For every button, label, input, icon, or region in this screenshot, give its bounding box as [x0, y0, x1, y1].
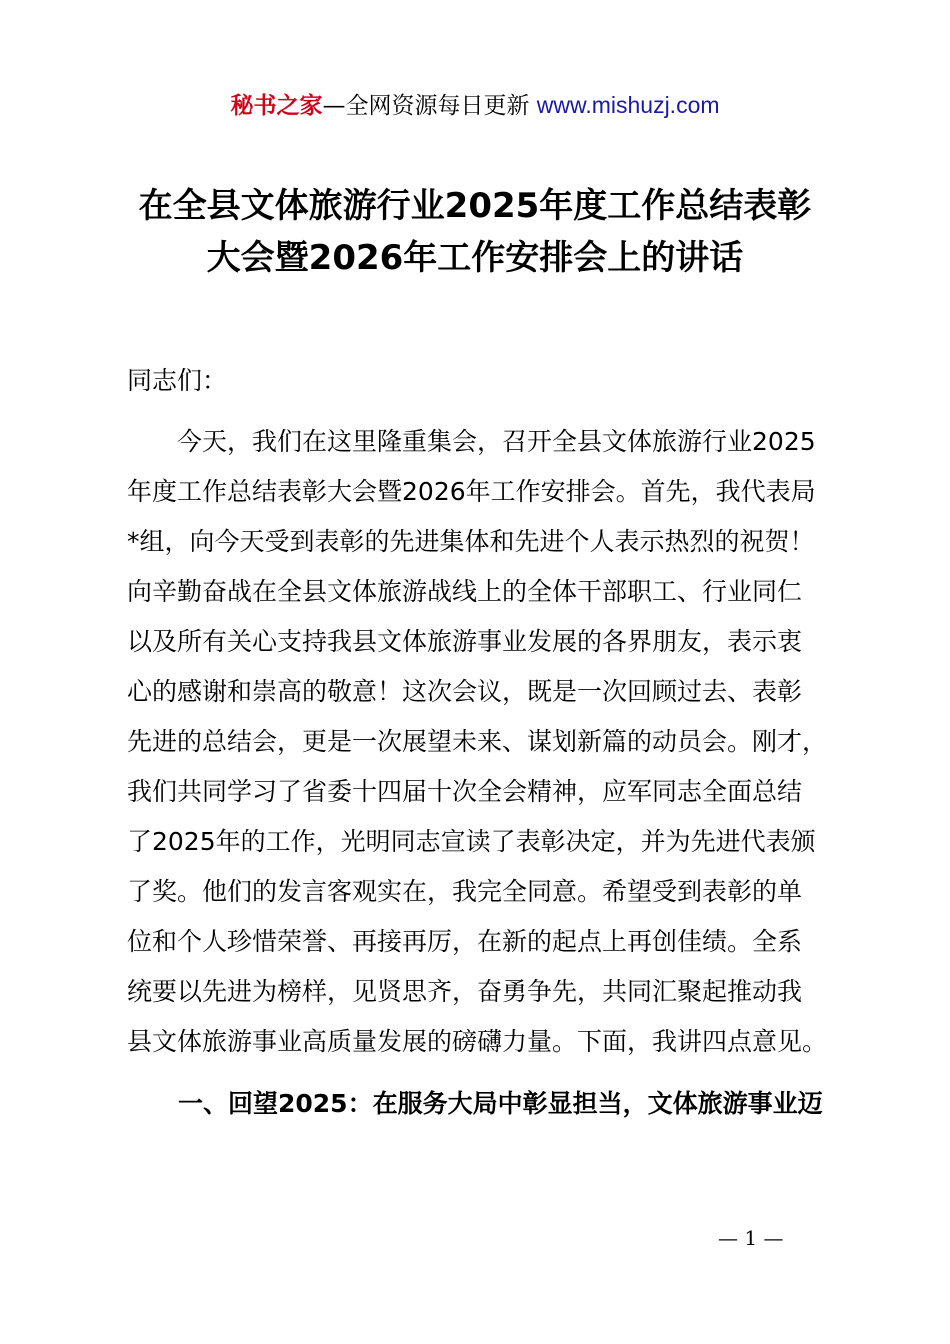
section-heading: 一、回望2025：在服务大局中彰显担当，文体旅游事业迈: [178, 1089, 823, 1118]
site-slogan: —全网资源每日更新: [322, 93, 530, 119]
paragraph-line: 位和个人珍惜荣誉、再接再厉，在新的起点上再创佳绩。全系: [127, 927, 803, 956]
title-line-1: 在全县文体旅游行业2025年度工作总结表彰: [138, 186, 812, 226]
site-name: 秘书之家: [230, 93, 323, 119]
document-title: [60, 180, 890, 284]
paragraph-line: 县文体旅游事业高质量发展的磅礴力量。下面，我讲四点意见。: [127, 1027, 828, 1056]
body-paragraph: [127, 417, 851, 1067]
paragraph-line: *组，向今天受到表彰的先进集体和先进个人表示热烈的祝贺！: [127, 527, 815, 556]
paragraph-line: 先进的总结会，更是一次展望未来、谋划新篇的动员会。刚才，: [127, 727, 828, 756]
paragraph-line: 了2025年的工作，光明同志宣读了表彰决定，并为先进代表颁: [127, 827, 816, 856]
paragraph-line: 以及所有关心支持我县文体旅游事业发展的各界朋友，表示衷: [127, 627, 803, 656]
paragraph-line: 向辛勤奋战在全县文体旅游战线上的全体干部职工、行业同仁: [127, 577, 803, 606]
paragraph-line: 统要以先进为榜样，见贤思齐，奋勇争先，共同汇聚起推动我: [127, 977, 803, 1006]
paragraph-line: 了奖。他们的发言客观实在，我完全同意。希望受到表彰的单: [127, 877, 803, 906]
title-line-2: 大会暨2026年工作安排会上的讲话: [206, 238, 744, 278]
paragraph-line: 我们共同学习了省委十四届十次全会精神，应军同志全面总结: [127, 777, 803, 806]
page-number: — 1 —: [718, 1226, 784, 1250]
site-url-link[interactable]: www.mishuzj.com: [536, 92, 720, 118]
paragraph-line: 今天，我们在这里隆重集会，召开全县文体旅游行业2025: [127, 427, 816, 456]
site-header: [0, 88, 950, 123]
paragraph-line: 心的感谢和崇高的敬意！这次会议，既是一次回顾过去、表彰: [127, 677, 803, 706]
salutation: 同志们：: [127, 366, 228, 395]
paragraph-line: 年度工作总结表彰大会暨2026年工作安排会。首先，我代表局: [127, 477, 816, 506]
